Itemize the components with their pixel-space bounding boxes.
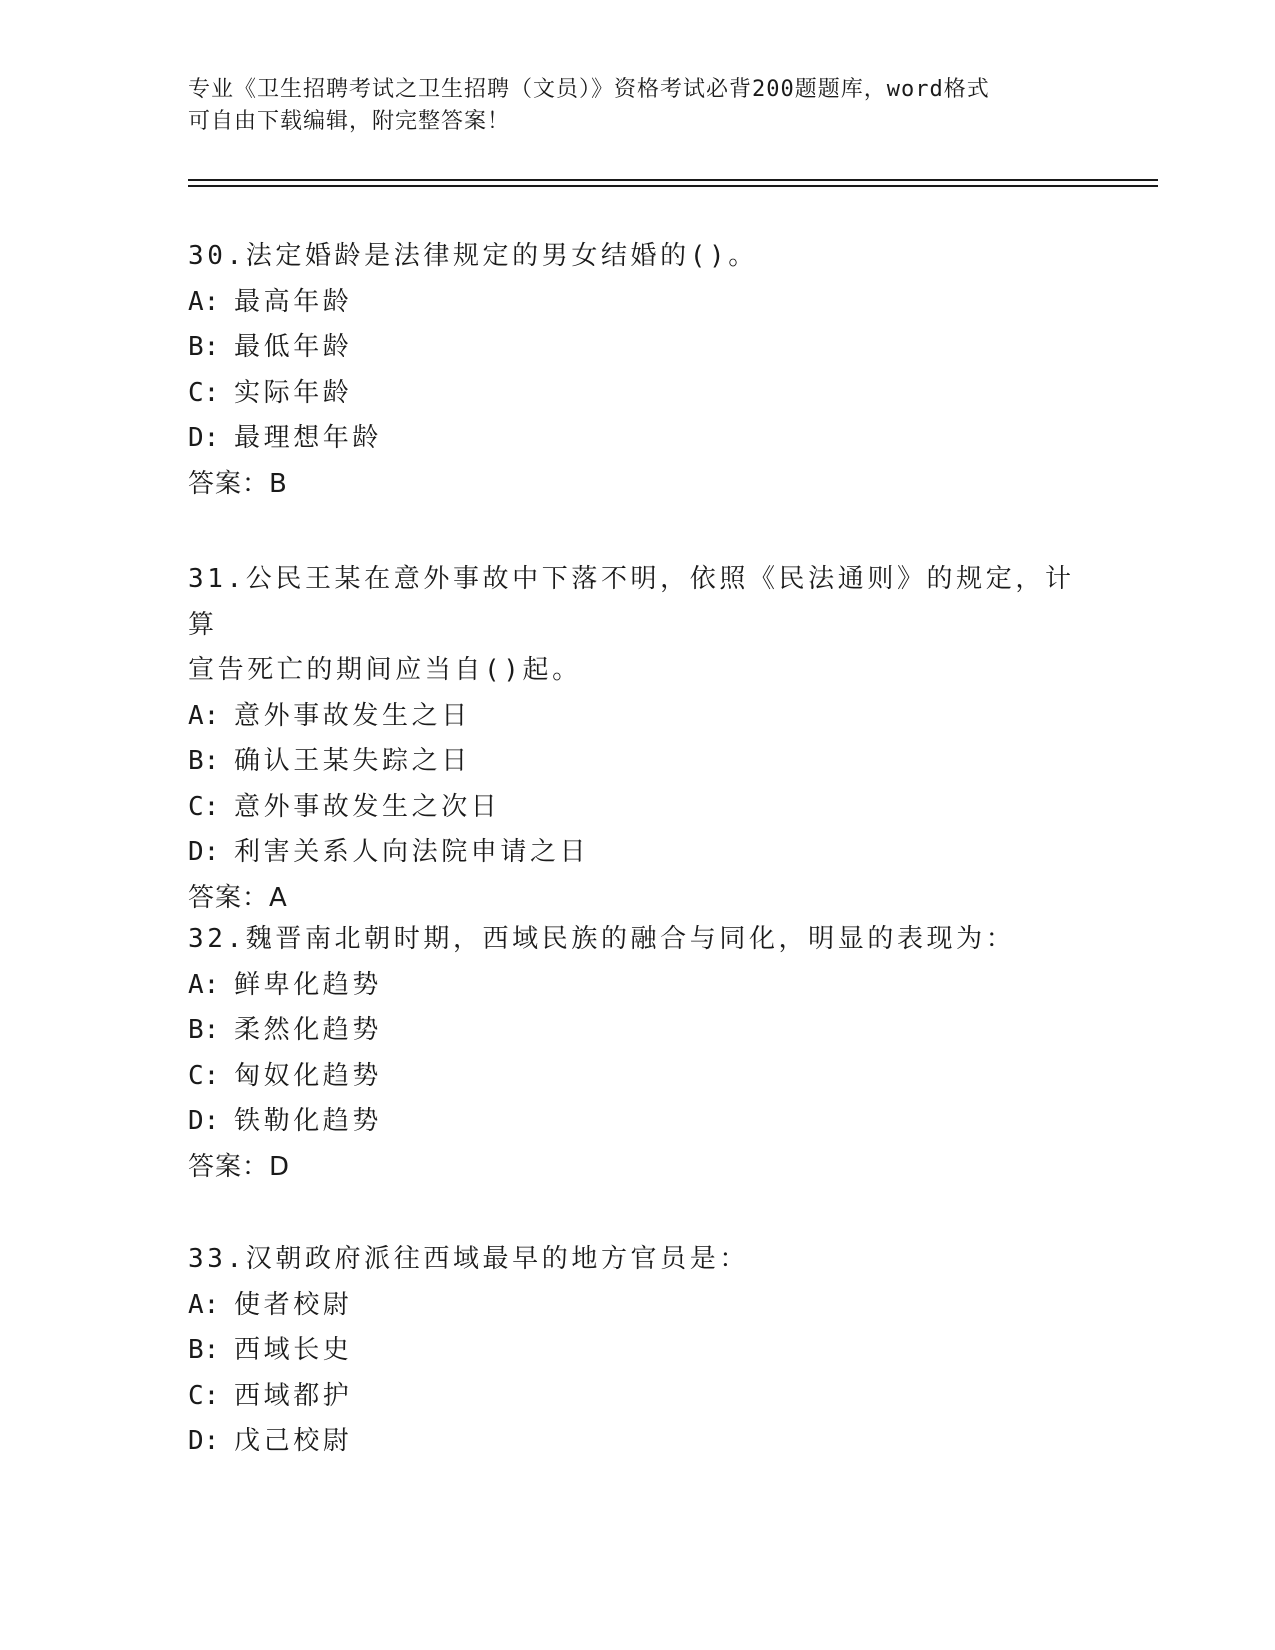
option-c <box>188 371 1088 417</box>
document-header <box>188 74 1088 138</box>
option-label: D: <box>188 1426 220 1456</box>
option-d <box>188 1419 1088 1465</box>
question-stem: 30.法定婚龄是法律规定的男女结婚的()。 <box>188 241 758 271</box>
option-text: 最高年龄 <box>234 286 353 317</box>
option-b <box>188 1328 1088 1374</box>
option-a <box>188 1283 1088 1329</box>
option-text: 戊己校尉 <box>234 1426 353 1456</box>
option-label: A: <box>188 286 220 317</box>
option-c <box>188 1374 1088 1420</box>
option-label: B: <box>188 1015 220 1045</box>
option-b <box>188 1008 1088 1054</box>
answer-line: 答案：B <box>188 468 288 499</box>
option-label: D: <box>188 837 220 867</box>
option-text: 意外事故发生之次日 <box>234 791 501 822</box>
option-label: C: <box>188 1380 220 1411</box>
option-d <box>188 416 1088 462</box>
header-divider-bottom <box>188 185 1158 187</box>
option-text: 确认王某失踪之日 <box>234 746 471 776</box>
answer-line: 答案：A <box>188 882 288 913</box>
question-31 <box>188 557 1088 921</box>
question-30 <box>188 234 1088 507</box>
option-label: A: <box>188 700 220 731</box>
option-label: D: <box>188 423 220 453</box>
option-label: A: <box>188 969 220 1000</box>
option-d <box>188 830 1088 876</box>
option-text: 实际年龄 <box>234 377 353 408</box>
option-b <box>188 325 1088 371</box>
question-stem: 32.魏晋南北朝时期，西域民族的融合与同化，明显的表现为： <box>188 924 1016 954</box>
option-text: 意外事故发生之日 <box>234 700 471 731</box>
header-line-1: 专业《卫生招聘考试之卫生招聘（文员）》资格考试必背200题题库，word格式 <box>188 77 990 102</box>
option-a <box>188 280 1088 326</box>
option-b <box>188 739 1088 785</box>
option-c <box>188 1054 1088 1100</box>
question-stem-line-1: 31.公民王某在意外事故中下落不明，依照《民法通则》的规定，计算 <box>188 564 1075 640</box>
answer-line: 答案：D <box>188 1151 291 1182</box>
question-33 <box>188 1237 1088 1465</box>
option-text: 鲜卑化趋势 <box>234 969 383 1000</box>
question-stem-line-2: 宣告死亡的期间应当自()起。 <box>188 655 582 685</box>
option-label: A: <box>188 1289 220 1320</box>
option-label: C: <box>188 791 220 822</box>
option-a <box>188 694 1088 740</box>
header-divider-top <box>188 179 1158 181</box>
option-label: B: <box>188 1335 220 1365</box>
option-text: 最理想年龄 <box>234 423 383 453</box>
question-32 <box>188 917 1088 1190</box>
option-label: C: <box>188 1060 220 1091</box>
option-d <box>188 1099 1088 1145</box>
option-text: 利害关系人向法院申请之日 <box>234 837 590 867</box>
option-label: C: <box>188 377 220 408</box>
option-text: 最低年龄 <box>234 332 353 362</box>
option-text: 匈奴化趋势 <box>234 1060 383 1091</box>
option-text: 西域长史 <box>234 1335 353 1365</box>
option-a <box>188 963 1088 1009</box>
option-text: 使者校尉 <box>234 1289 353 1320</box>
option-label: B: <box>188 332 220 362</box>
header-line-2: 可自由下载编辑，附完整答案！ <box>188 109 511 134</box>
option-label: B: <box>188 746 220 776</box>
option-text: 柔然化趋势 <box>234 1015 383 1045</box>
option-text: 铁勒化趋势 <box>234 1106 383 1136</box>
option-label: D: <box>188 1106 220 1136</box>
option-c <box>188 785 1088 831</box>
question-stem: 33.汉朝政府派往西域最早的地方官员是： <box>188 1244 749 1274</box>
option-text: 西域都护 <box>234 1380 353 1411</box>
